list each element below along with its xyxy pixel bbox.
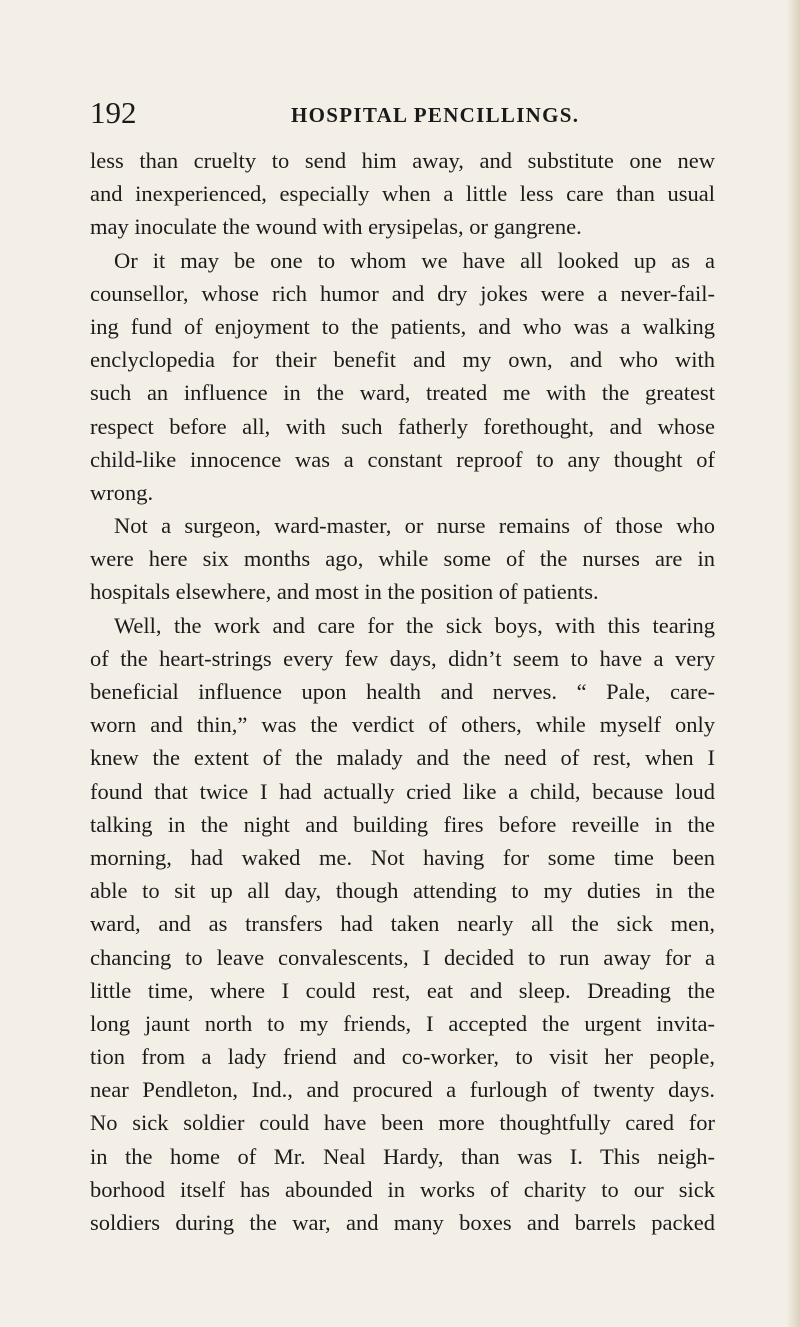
text-line: such an influence in the ward, treated me with the greatest xyxy=(90,380,715,406)
text-line: morning, had waked me. Not having for some time been xyxy=(90,844,715,870)
text-line: near Pendleton, Ind., and procured a furlough of twenty days. xyxy=(90,1077,715,1103)
text-line: and inexperienced, especially when a little less care than usual xyxy=(90,181,715,207)
text-line: were here six months ago, while some of the nurses are in xyxy=(90,546,715,572)
text-line: knew the extent of the malady and the need of rest, when I xyxy=(90,745,715,771)
page-edge-shadow xyxy=(786,0,800,1327)
text-line: Not a surgeon, ward-master, or nurse remains of those who xyxy=(114,513,715,539)
text-line: counsellor, whose rich humor and dry jokes were a never-fail- xyxy=(90,280,715,306)
text-line: may inoculate the wound with erysipelas, or gangrene. xyxy=(90,214,582,240)
running-head: HOSPITAL PENCILLINGS. xyxy=(291,103,580,127)
text-line: worn and thin,” was the verdict of others, while myself only xyxy=(90,712,715,738)
text-line: talking in the night and building fires before reveille in the xyxy=(90,811,715,837)
text-line: enclyclopedia for their benefit and my own, and who with xyxy=(90,347,715,373)
text-line: borhood itself has abounded in works of charity to our sick xyxy=(90,1176,715,1202)
text-line: long jaunt north to my friends, I accepted the urgent invita- xyxy=(90,1010,715,1036)
text-line: chancing to leave convalescents, I decided to run away for a xyxy=(90,944,715,970)
text-line: respect before all, with such fatherly forethought, and whose xyxy=(90,413,715,439)
page-header xyxy=(90,96,710,136)
text-line: less than cruelty to send him away, and substitute one new xyxy=(90,148,715,173)
text-line: in the home of Mr. Neal Hardy, than was I. This neigh- xyxy=(90,1143,715,1169)
text-line: ing fund of enjoyment to the patients, and who was a walking xyxy=(90,313,715,339)
text-line: Well, the work and care for the sick boys, with this tearing xyxy=(114,612,715,638)
text-line: Or it may be one to whom we have all looked up as a xyxy=(114,247,715,273)
text-line: tion from a lady friend and co-worker, to visit her people, xyxy=(90,1044,715,1070)
text-line: beneficial influence upon health and nerves. “ Pale, care- xyxy=(90,679,715,704)
text-line: ward, and as transfers had taken nearly all the sick men, xyxy=(90,911,715,937)
text-line: wrong. xyxy=(90,479,154,505)
text-line: found that twice I had actually cried like a child, because loud xyxy=(90,778,715,804)
text-line: soldiers during the war, and many boxes and barrels packed xyxy=(90,1210,715,1235)
text-line: hospitals elsewhere, and most in the position of patients. xyxy=(90,579,599,605)
body-text xyxy=(90,144,715,1239)
text-line: child-like innocence was a constant reproof to any thought of xyxy=(90,446,715,472)
text-line: No sick soldier could have been more thoughtfully cared for xyxy=(90,1110,715,1136)
text-line: little time, where I could rest, eat and sleep. Dreading the xyxy=(90,977,715,1003)
page-number: 192 xyxy=(90,95,137,130)
text-line: able to sit up all day, though attending to my duties in the xyxy=(90,878,715,904)
text-line: of the heart-strings every few days, didn’t seem to have a very xyxy=(90,645,715,671)
